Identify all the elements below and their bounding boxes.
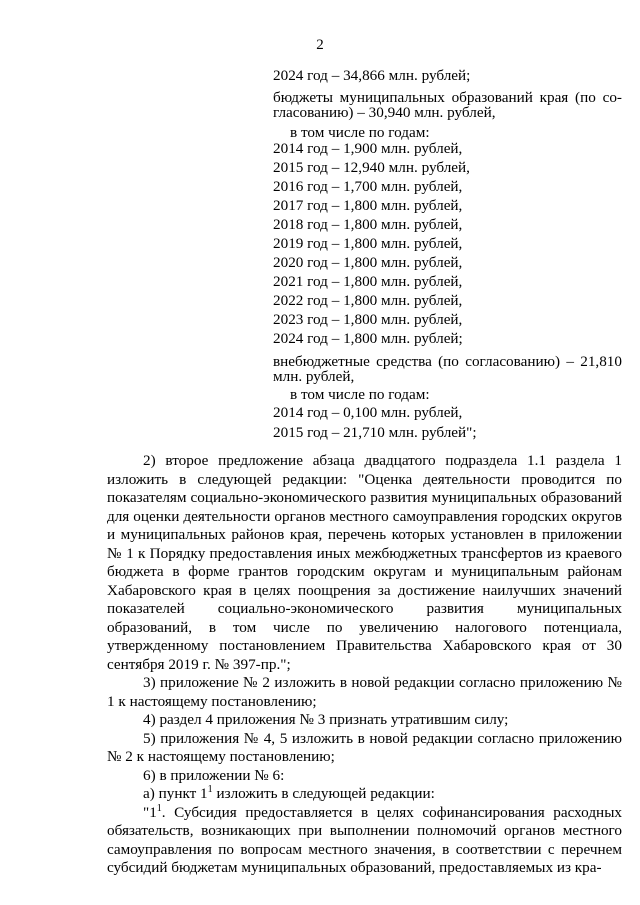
by-years-label: в том числе по годам:: [290, 124, 430, 141]
paragraph-5: 5) приложения № 4, 5 изложить в новой редакции согласно приложению № 2 к настоящему постановлению;: [107, 729, 622, 765]
page-number: 2: [316, 37, 324, 53]
paragraph-4: 4) раздел 4 приложения № 3 признать утратившим силу;: [143, 711, 509, 728]
year-line: 2019 год – 1,800 млн. рублей,: [273, 235, 463, 252]
year-line: 2014 год – 0,100 млн. рублей,: [273, 404, 463, 421]
paragraph-subsidy-pre: "1: [143, 803, 157, 821]
year-line: 2023 год – 1,800 млн. рублей,: [273, 311, 463, 328]
year-line: 2015 год – 12,940 млн. рублей,: [273, 159, 470, 176]
budget-extrabudget: внебюджетные средства (по согласованию) – 21,810 млн. рублей,: [273, 353, 622, 385]
paragraph-3: 3) приложение № 2 изложить в новой редакции согласно приложению № 1 к настоящему постановлению;: [107, 674, 622, 710]
year-line: 2017 год – 1,800 млн. рублей,: [273, 197, 463, 214]
paragraph-6a-pre: а) пункт 1: [143, 785, 208, 802]
paragraph-6: 6) в приложении № 6:: [143, 766, 285, 784]
budget-municipal: бюджеты муниципальных образований края (по со-гласованию) – 30,940 млн. рублей,: [273, 89, 622, 121]
budget-2024-total: 2024 год – 34,866 млн. рублей;: [273, 67, 471, 84]
year-line: 2018 год – 1,800 млн. рублей,: [273, 216, 463, 233]
by-years-label: в том числе по годам:: [290, 386, 430, 403]
body-text: [107, 452, 622, 878]
paragraph-6a-post: изложить в следующей редакции:: [212, 785, 435, 802]
paragraph-subsidy: [107, 804, 622, 878]
paragraph-subsidy-post: . Субсидия предоставляется в целях софинансирования расходных обязательств, возникающих при выполнении полномочий органов местного самоуправления по вопросам местного значения, в соответствии с перечнем субсидий бюджетам муниципальных образований, предоставляемых из кра-: [107, 803, 622, 876]
year-line: 2021 год – 1,800 млн. рублей,: [273, 273, 463, 290]
year-line: 2022 год – 1,800 млн. рублей,: [273, 292, 463, 309]
paragraph-6a: [107, 785, 622, 804]
year-line: 2016 год – 1,700 млн. рублей,: [273, 178, 463, 195]
superscript: 1: [156, 802, 162, 814]
year-line: 2020 год – 1,800 млн. рублей,: [273, 254, 463, 271]
superscript: 1: [207, 783, 213, 795]
paragraph-2: 2) второе предложение абзаца двадцатого подраздела 1.1 раздела 1 изложить в следующей редакции: "Оценка деятельности проводится по показателям социально-экономического развития муниципальных образований для оценки деятельности органов местного самоуправления городских округов и муниципальных районов края, перечень которых установлен в приложении № 1 к Порядку предоставления иных межбюджетных трансфертов из краевого бюджета в форме грантов городским округам и муниципальным районам Хабаровского края в целях поощрения за достижение наилучших значений показателей социально-экономического развития муниципальных образований, в том числе по увеличению налогового потенциала, утвержденному постановлением Правительства Хабаровского края от 30 сентября 2019 г. № 397-пр.";: [107, 452, 622, 673]
year-line: 2015 год – 21,710 млн. рублей";: [273, 424, 477, 441]
year-line: 2014 год – 1,900 млн. рублей,: [273, 140, 463, 157]
year-line: 2024 год – 1,800 млн. рублей;: [273, 330, 463, 347]
